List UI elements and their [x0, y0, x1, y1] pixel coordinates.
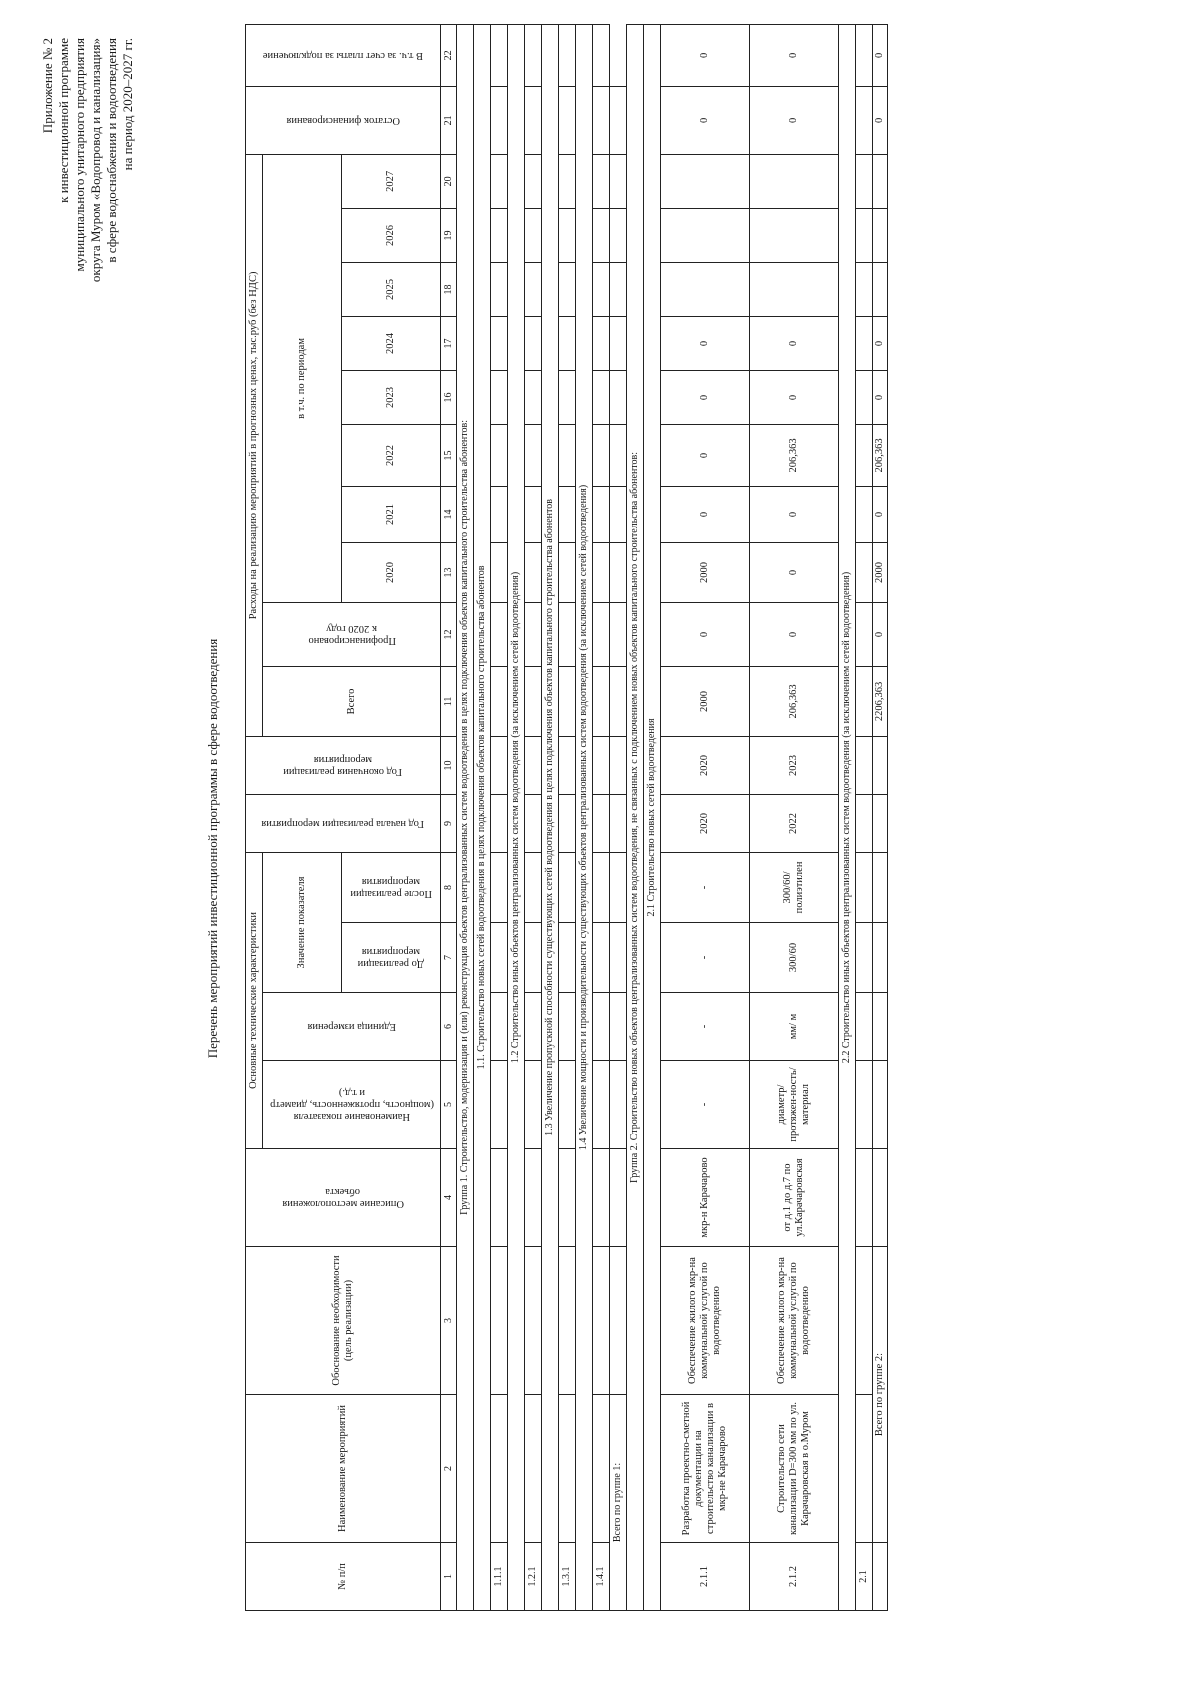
group-2-year: 206,363	[873, 424, 888, 486]
header-year: 2022	[342, 424, 441, 486]
value-before: 300/60	[750, 923, 839, 993]
header-year: 2020	[342, 542, 441, 602]
year-cost	[661, 208, 750, 262]
header-total: Всего	[263, 666, 441, 736]
column-number: 8	[441, 852, 457, 922]
year-cost	[661, 154, 750, 208]
year-cost: 0	[750, 542, 839, 602]
group-2-year	[873, 208, 888, 262]
column-numbers-row	[441, 24, 457, 1610]
column-number: 15	[441, 424, 457, 486]
appendix-line: на период 2020–2027 гг.	[120, 38, 135, 171]
group-2-heading: Группа 2. Строительство новых объектов централизованных систем водоотведения, не связанных с подключением новых объектов капитального строительства абонентов:	[627, 24, 644, 1610]
row-number: 2.1.1	[661, 1543, 750, 1611]
appendix-line: муниципального унитарного предприятия	[72, 38, 87, 272]
year-cost: 0	[750, 370, 839, 424]
column-number: 12	[441, 602, 457, 666]
group-2-year: 0	[873, 316, 888, 370]
column-number: 4	[441, 1149, 457, 1247]
year-cost: 0	[661, 486, 750, 542]
appendix-line: Приложение № 2	[40, 38, 55, 134]
parameter: диаметр/ протяжен-ность/ материал	[750, 1061, 839, 1149]
group-1-heading: Группа 1. Строительство, модернизация и (или) реконструкция объектов централизованных систем водоотведения в целях подключения объектов капитального строительства абонентов:	[457, 24, 474, 1610]
page-title: Перечень мероприятий инвестиционной программы в сфере водоотведения	[205, 638, 220, 1059]
justification: Обеспечение жилого мкр-на коммунальной услугой по водоотведению	[750, 1247, 839, 1395]
column-number: 14	[441, 486, 457, 542]
header-num: № п/п	[246, 1543, 441, 1611]
group-2-year: 0	[873, 486, 888, 542]
appendix-header	[40, 38, 136, 558]
header-fee-text: В т.ч. за счет платы за подключение	[262, 50, 424, 62]
year-cost: 2000	[661, 542, 750, 602]
table-row	[750, 24, 839, 1610]
row-number: 2.1	[856, 1543, 873, 1611]
column-number: 9	[441, 794, 457, 852]
measure-name: Разработка проектно-сметной документации на строительство канализации в мкр-не Карачарово	[661, 1395, 750, 1543]
row-number: 2.1.2	[750, 1543, 839, 1611]
appendix-line: в сфере водоснабжения и водоотведения	[104, 38, 119, 263]
year-cost: 0	[661, 424, 750, 486]
header-rest-text: Остаток финансирования	[286, 115, 400, 127]
header-rest	[246, 86, 441, 154]
header-costs: Расходы на реализацию мероприятий в прогнозных ценах, тыс.руб (без НДС)	[246, 154, 263, 736]
column-number: 17	[441, 316, 457, 370]
header-year: 2027	[342, 154, 441, 208]
location: от д.1 до д.7 по ул.Карачаровская	[750, 1149, 839, 1247]
header-after	[342, 852, 441, 922]
group-2-year: 2000	[873, 542, 888, 602]
header-end-text: Год окончания реализации мероприятия	[283, 754, 403, 778]
table-row	[661, 24, 750, 1610]
header-tech: Основные технические характеристики	[246, 852, 263, 1148]
appendix-line: к инвестиционной программе	[56, 38, 71, 203]
header-periods: в т.ч. по периодам	[263, 154, 342, 602]
rest-financing: 0	[661, 86, 750, 154]
year-cost: 206,363	[750, 424, 839, 486]
group-2-total-row	[873, 24, 888, 1610]
prefinanced: 0	[750, 602, 839, 666]
header-year: 2024	[342, 316, 441, 370]
header-value: Значение показателя	[263, 852, 342, 992]
column-number: 22	[441, 24, 457, 86]
year-cost	[750, 262, 839, 316]
column-number: 13	[441, 542, 457, 602]
year-cost: 0	[750, 486, 839, 542]
section-1-4-heading: 1.4 Увеличение мощности и производительности существующих объектов централизованных систем водоотведения (за исключением сетей водоотведения)	[576, 24, 593, 1610]
section-1-3-heading: 1.3 Увеличение пропускной способности существующих сетей водоотведения в целях подключения объектов капитального строительства абонентов	[542, 24, 559, 1610]
year-cost: 0	[661, 370, 750, 424]
column-number: 2	[441, 1395, 457, 1543]
header-location	[246, 1149, 441, 1247]
header-year: 2026	[342, 208, 441, 262]
section-2-1-heading: 2.1 Строительство новых сетей водоотведения	[644, 24, 661, 1610]
start-year: 2020	[661, 794, 750, 852]
prefinanced: 0	[661, 602, 750, 666]
row-number: 1.3.1	[559, 1543, 576, 1611]
header-prefinanced-text: Профинансировано к 2020 году	[307, 623, 396, 647]
column-number: 21	[441, 86, 457, 154]
total-cost: 2000	[661, 666, 750, 736]
row-number: 1.2.1	[525, 1543, 542, 1611]
value-after: 300/60/ полиэтилен	[750, 852, 839, 922]
end-year: 2020	[661, 736, 750, 794]
group-2-year	[873, 262, 888, 316]
column-number: 3	[441, 1247, 457, 1395]
header-year: 2023	[342, 370, 441, 424]
parameter: -	[661, 1061, 750, 1149]
group-2-year: 0	[873, 370, 888, 424]
column-number: 16	[441, 370, 457, 424]
header-prefinanced	[263, 602, 441, 666]
connection-fee: 0	[661, 24, 750, 86]
group-1-total-label: Всего по группе 1:	[610, 1395, 627, 1611]
appendix-line: округа Муром «Водопровод и канализация»	[88, 38, 103, 283]
justification: Обеспечение жилого мкр-на коммунальной услугой по водоотведению	[661, 1247, 750, 1395]
header-param	[263, 1061, 441, 1149]
value-before: -	[661, 923, 750, 993]
group-2-fee: 0	[873, 24, 888, 86]
column-number: 1	[441, 1543, 457, 1611]
group-2-rest: 0	[873, 86, 888, 154]
column-number: 18	[441, 262, 457, 316]
group-2-total-label: Всего по группе 2:	[873, 1247, 888, 1543]
column-number: 7	[441, 923, 457, 993]
section-2-2-heading: 2.2 Строительство иных объектов централизованных систем водоотведения (за исключением сетей водоотведения)	[839, 24, 856, 1610]
section-1-1-heading: 1.1. Строительство новых сетей водоотведения в целях подключения объектов капитального строительства абонентов	[474, 24, 491, 1610]
header-param-text: Наименование показателя (мощность, протяженность, диаметр и т.д.)	[269, 1087, 434, 1123]
end-year: 2023	[750, 736, 839, 794]
value-after: -	[661, 852, 750, 922]
column-number: 19	[441, 208, 457, 262]
year-cost	[750, 208, 839, 262]
header-end	[246, 736, 441, 794]
year-cost	[661, 262, 750, 316]
header-justification: Обоснование необходимости (цель реализации)	[246, 1247, 441, 1395]
header-name: Наименование мероприятий	[246, 1395, 441, 1543]
year-cost: 0	[750, 316, 839, 370]
row-number: 1.1.1	[491, 1543, 508, 1611]
section-1-2-heading: 1.2 Строительство иных объектов централизованных систем водоотведения (за исключением сетей водоотведения)	[508, 24, 525, 1610]
rest-financing: 0	[750, 86, 839, 154]
location: мкр-н Карачарово	[661, 1149, 750, 1247]
start-year: 2022	[750, 794, 839, 852]
row-number: 1.4.1	[593, 1543, 610, 1611]
header-start	[246, 794, 441, 852]
year-cost	[750, 154, 839, 208]
column-number: 20	[441, 154, 457, 208]
header-year: 2021	[342, 486, 441, 542]
header-before	[342, 923, 441, 993]
total-cost: 206,363	[750, 666, 839, 736]
year-cost: 0	[661, 316, 750, 370]
header-fee	[246, 24, 441, 86]
header-unit-text: Единица измерения	[307, 1021, 396, 1033]
group-2-year	[873, 154, 888, 208]
column-number: 6	[441, 993, 457, 1061]
header-unit	[263, 993, 441, 1061]
header-after-text: После реализации мероприятия	[350, 876, 432, 900]
header-year: 2025	[342, 262, 441, 316]
column-number: 5	[441, 1061, 457, 1149]
header-before-text: До реализации мероприятия	[357, 946, 425, 970]
header-location-text: Описание местоположения объекта	[282, 1186, 404, 1210]
group-2-total: 2206,363	[873, 666, 888, 736]
unit: мм/ м	[750, 993, 839, 1061]
header-start-text: Год начала реализации мероприятия	[261, 818, 425, 830]
measure-name: Строительство сети канализации D=300 мм по ул. Карачаровская в о.Муром	[750, 1395, 839, 1543]
investment-table	[245, 24, 888, 1611]
column-number: 10	[441, 736, 457, 794]
connection-fee: 0	[750, 24, 839, 86]
unit: -	[661, 993, 750, 1061]
group-2-prefinanced: 0	[873, 602, 888, 666]
column-number: 11	[441, 666, 457, 736]
